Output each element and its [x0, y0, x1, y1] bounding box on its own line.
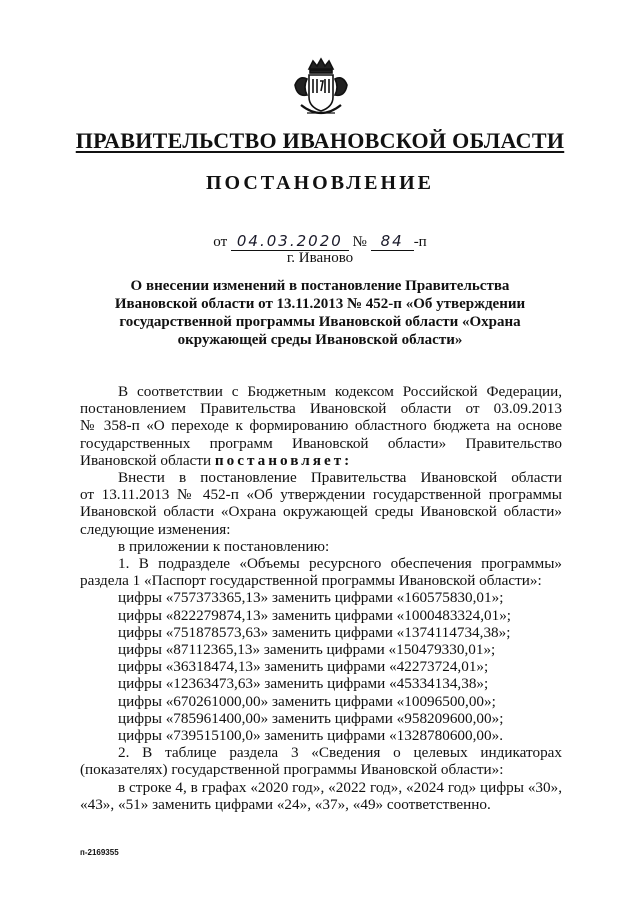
- replacement-line: цифры «670261000,00» заменить цифрами «10096500,00»;: [118, 692, 496, 710]
- text-line: раздела 1 «Паспорт государственной программы Ивановской области»:: [80, 572, 542, 590]
- ivanovo-coat-of-arms-icon: [289, 55, 353, 121]
- replacement-line: цифры «822279874,13» заменить цифрами «1000483324,01»;: [118, 606, 512, 624]
- replacement-line: цифры «87112365,13» заменить цифрами «150479330,01»;: [118, 641, 496, 659]
- text-line: «43», «51» заменить цифрами «24», «37», «49» соответственно.: [80, 795, 491, 813]
- decree-word: постановляет:: [214, 451, 353, 469]
- text-line: государственных программ Ивановской области» Правительство: [80, 434, 562, 452]
- text-line: в приложении к постановлению:: [118, 537, 330, 555]
- number-prefix: №: [352, 234, 367, 250]
- document-type: ПОСТАНОВЛЕНИЕ: [206, 172, 434, 194]
- replacement-line: цифры «36318474,13» заменить цифрами «42273724,01»;: [118, 658, 489, 676]
- government-name: ПРАВИТЕЛЬСТВО ИВАНОВСКОЙ ОБЛАСТИ: [75, 128, 565, 153]
- replacement-line: цифры «757373365,13» заменить цифрами «160575830,01»;: [118, 589, 504, 607]
- city: г. Иваново: [286, 250, 354, 266]
- subject-line: Ивановской области от 13.11.2013 № 452-п «Об утверждении: [114, 296, 526, 312]
- text-line: [80, 452, 562, 469]
- replacement-line: цифры «751878573,63» заменить цифрами «1374114734,38»;: [118, 623, 511, 641]
- replacement-line: цифры «739515100,0» заменить цифрами «1328780600,00».: [118, 727, 503, 745]
- preamble-paragraph: [80, 383, 562, 813]
- decree-subject: [100, 277, 540, 349]
- document-code: п-2169355: [80, 848, 119, 857]
- text-line: следующие изменения:: [80, 520, 231, 538]
- subject-line: О внесении изменений в постановление Правительства: [130, 278, 510, 294]
- text-line: постановлением Правительства Ивановской области от 03.09.2013: [80, 400, 562, 418]
- date-prefix: от: [213, 234, 228, 250]
- date-number-line: [0, 232, 640, 251]
- subject-line: государственной программы Ивановской области «Охрана: [119, 314, 521, 330]
- text-line: от 13.11.2013 № 452-п «Об утверждении государственной программы: [80, 486, 562, 504]
- text-line: Внести в постановление Правительства Ивановской области: [118, 469, 562, 487]
- text-line: 1. В подразделе «Объемы ресурсного обеспечения программы»: [118, 555, 562, 573]
- text-line: В соответствии с Бюджетным кодексом Российской Федерации,: [118, 383, 562, 400]
- decree-number: 84: [371, 232, 414, 251]
- text-line: № 358-п «О переходе к формированию областного бюджета на основе: [80, 417, 562, 435]
- text-line: Ивановской области «Охрана окружающей среды Ивановской области»: [80, 503, 562, 521]
- subject-line: окружающей среды Ивановской области»: [177, 332, 463, 348]
- text-line: (показателях) государственной программы Ивановской области»:: [80, 761, 504, 779]
- decree-date: 04.03.2020: [231, 232, 349, 251]
- replacement-line: цифры «785961400,00» заменить цифрами «958209600,00»;: [118, 709, 504, 727]
- text-line: 2. В таблице раздела 3 «Сведения о целевых индикаторах: [118, 744, 562, 762]
- replacement-line: цифры «12363473,63» заменить цифрами «45334134,38»;: [118, 675, 489, 693]
- number-suffix: -п: [413, 234, 427, 250]
- text-line: в строке 4, в графах «2020 год», «2022 год», «2024 год» цифры «30»,: [118, 778, 562, 796]
- text-fragment: Ивановской области: [80, 451, 212, 469]
